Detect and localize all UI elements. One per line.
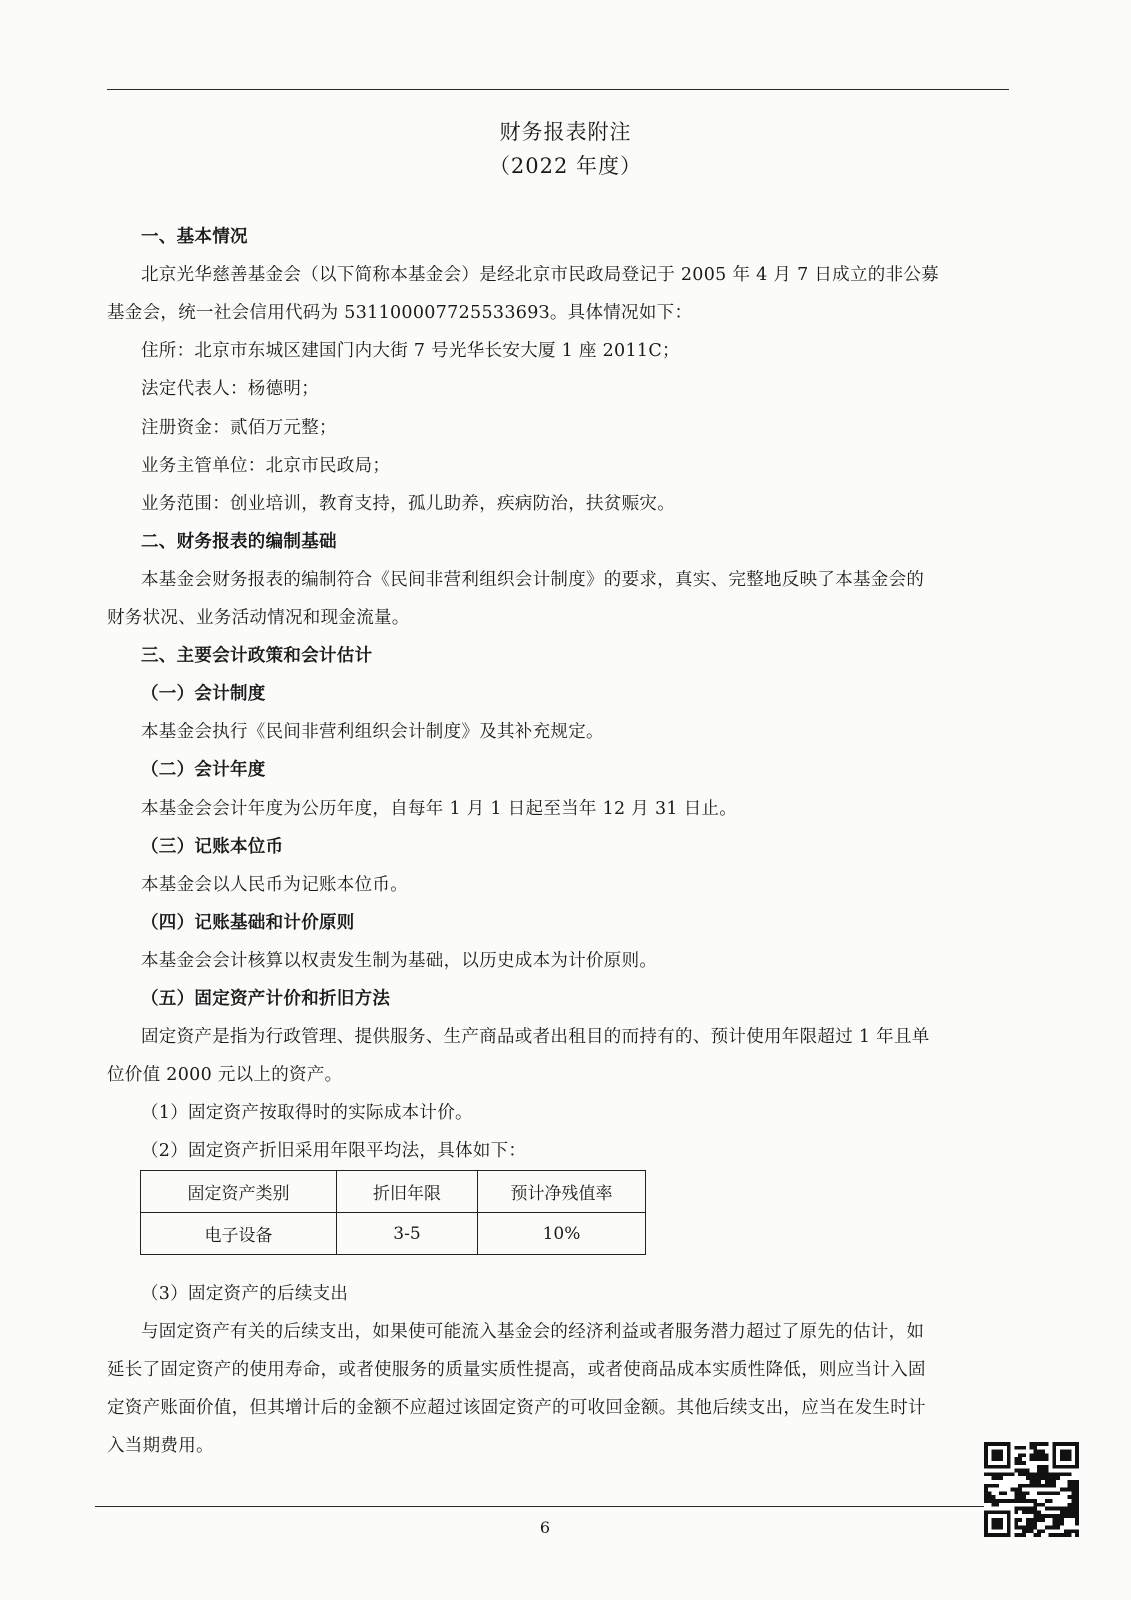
- paragraph-line: 本基金会会计核算以权责发生制为基础，以历史成本为计价原则。: [141, 950, 658, 971]
- paragraph-line: 位价值 2000 元以上的资产。: [107, 1065, 343, 1086]
- paragraph-line: 与固定资产有关的后续支出，如果使可能流入基金会的经济利益或者服务潜力超过了原先的估计，如: [141, 1322, 925, 1343]
- section-heading: （三）记账本位币: [141, 836, 284, 857]
- table-cell: 10%: [478, 1213, 646, 1255]
- paragraph-line: 基金会，统一社会信用代码为 53110000772553369З。具体情况如下：: [107, 303, 693, 324]
- paragraph-line: 业务范围：创业培训，教育支持，孤儿助养，疾病防治，扶贫赈灾。: [141, 493, 675, 514]
- paragraph-line: 本基金会会计年度为公历年度，自每年 1 月 1 日起至当年 12 月 31 日止。: [141, 798, 738, 819]
- paragraph-line: 财务状况、业务活动情况和现金流量。: [107, 608, 410, 628]
- paragraph-line: 本基金会执行《民间非营利组织会计制度》及其补充规定。: [141, 722, 604, 743]
- paragraph-line: 注册资金：贰佰万元整；: [141, 417, 337, 438]
- paragraph-line: 延长了固定资产的使用寿命，或者使服务的质量实质性提高，或者使商品成本实质性降低，则应当计入固: [107, 1360, 926, 1381]
- table-cell: 3-5: [337, 1213, 478, 1255]
- page-title: 财务报表附注: [499, 120, 632, 144]
- qr-code-icon: [984, 1442, 1079, 1537]
- page-subtitle: （2022 年度）: [488, 154, 643, 178]
- paragraph-line: 本基金会财务报表的编制符合《民间非营利组织会计制度》的要求，真实、完整地反映了本基金会的: [141, 569, 925, 590]
- paragraph-line: 法定代表人：杨德明；: [141, 379, 319, 400]
- paragraph-line: 入当期费用。: [107, 1436, 214, 1457]
- paragraph-line: 业务主管单位：北京市民政局；: [141, 455, 391, 476]
- paragraph-line: 固定资产是指为行政管理、提供服务、生产商品或者出租目的而持有的、预计使用年限超过 1 年且单: [141, 1027, 930, 1048]
- paragraph-line: 住所：北京市东城区建国门内大街 7 号光华长安大厦 1 座 2011C；: [141, 341, 680, 362]
- table-header-row: [141, 1171, 646, 1213]
- paragraph-line: （3）固定资产的后续支出: [141, 1284, 349, 1304]
- table-header-cell: 固定资产类别: [141, 1171, 337, 1213]
- header-rule: [107, 89, 1009, 90]
- section-heading: （五）固定资产计价和折旧方法: [141, 989, 391, 1009]
- section-heading: （四）记账基础和计价原则: [141, 912, 355, 933]
- table-cell: 电子设备: [141, 1213, 337, 1255]
- section-heading: 一、基本情况: [141, 227, 248, 247]
- paragraph-line: 定资产账面价值，但其增计后的金额不应超过该固定资产的可收回金额。其他后续支出，应当在发生时计: [107, 1398, 926, 1419]
- section-heading: 三、主要会计政策和会计估计: [141, 646, 373, 667]
- section-heading: 二、财务报表的编制基础: [141, 531, 337, 552]
- table-row: [141, 1213, 646, 1255]
- paragraph-line: （1）固定资产按取得时的实际成本计价。: [141, 1103, 473, 1124]
- page-number: 6: [539, 1518, 551, 1537]
- paragraph-line: 本基金会以人民币为记账本位币。: [141, 874, 408, 895]
- section-heading: （一）会计制度: [141, 684, 266, 705]
- paragraph-line: 北京光华慈善基金会（以下简称本基金会）是经北京市民政局登记于 2005 年 4 月 7 日成立的非公募: [141, 265, 939, 286]
- table-header-cell: 折旧年限: [337, 1171, 478, 1213]
- paragraph-line: （2）固定资产折旧采用年限平均法，具体如下：: [141, 1141, 527, 1162]
- depreciation-table: [140, 1170, 646, 1255]
- table-header-cell: 预计净残值率: [478, 1171, 646, 1213]
- section-heading: （二）会计年度: [141, 760, 266, 781]
- footer-rule: [95, 1506, 1000, 1507]
